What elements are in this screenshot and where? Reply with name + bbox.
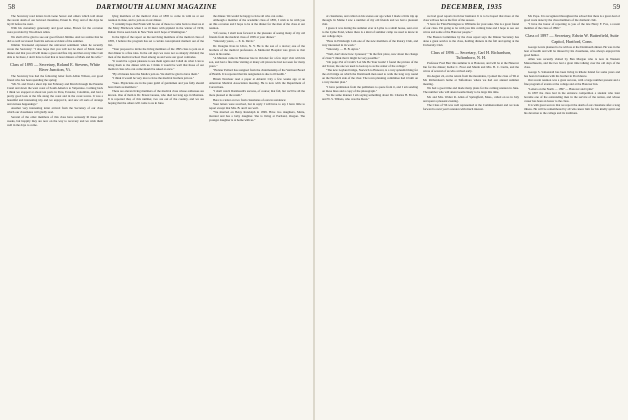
paragraph: "Sure. Physicians are in the pure guild of gentlemen and you fully should have them as members."	[108, 80, 204, 89]
paragraph: It is with great sorrow that we report the death of our classmate after a long illness. He will be remembered by all who knew him for his kindly spirit and his devotion to the college and its traditions.	[524, 103, 620, 116]
paragraph: Jimmie Townsend expressed the universal sentiment when he recently wrote the Secretary: "I also hope that you will not be short of Mark Jones' dinner and that you all will make a great and fine trip and that every time I am able to be there, I don't have to feel that at least dinners of Mark and his wife."	[7, 43, 103, 60]
paragraph: "On page 254 of Cram's 'Let Me Be Your Guide' I found the picture of the old Tower, the one we used to look up to as the center of the college."	[322, 59, 418, 68]
paragraph: "We married on Betsy Randolph in 1899. Have two daughters, Marie, married and has a baby daughter. She is living at Portland, Oregon. The younger daughter is at home with us."	[209, 110, 305, 123]
paragraph: George Lewis planned to be with us at the Dartmouth dinner. He was in the best of health and will be missed by his classmates, who always enjoyed his good humor.	[524, 45, 620, 58]
paragraph: There are eleven living members of the medical class whose addresses are known. One of them is Dr. Ernest Greene, who died not long ago in Montana. It is reported that, of this number, two are out of the country, and we are hoping that the others will come to us in June.	[108, 89, 204, 106]
page-number: 58	[8, 3, 15, 11]
class-section-heading: Class of 1896 — Secretary, Carl H. Richardson, Tuftonboro, N. H.	[430, 49, 512, 61]
column-2	[108, 15, 204, 418]
paragraph: "Letters on the North — 1897 — Hanover and Lyme"	[528, 86, 594, 91]
column-2	[423, 15, 519, 418]
right-page-header	[323, 3, 620, 12]
running-head: DARTMOUTH ALUMNI MAGAZINE	[96, 3, 217, 11]
paragraph: "Of course, I shall look forward to the pleasure of seeing many of my old friends from the medical class of 1895 at your dinner."	[209, 30, 305, 39]
paragraph: "It would be a great pleasure to see them again and I shall do what I can to bring them to the dinner with us. I think it would be well that those of our medical class who can come should be asked at once."	[108, 59, 204, 72]
paragraph: "In the same manner I am saying something about Dr. Charles H. Brown, and W. S. Tibbets, who was the Dean."	[322, 93, 418, 102]
paragraph: "I have for Finn Herrington to Williams for your sake. She is a great friend of our class. I'm going to be with you this coming June and I hope to see our wives and some of the Hanover people."	[423, 22, 519, 35]
paragraph: Although a member of the academic class of 1895, I wish to be with you on this occasion and I hope to be at the dinner for the men of the class at our reunion.	[209, 18, 305, 31]
paragraph: "By all means have the Medics join us. We shall be glad to have them."	[112, 71, 199, 76]
paragraph: "Sincerely, — H. B. Ayres."	[326, 47, 360, 52]
paragraph: The Class of '96 was well represented at the Commencement and we look forward to next year's reunion with much interest.	[423, 102, 519, 111]
paragraph: "I have the honor of reporting to you of the late Harry F. Fox, a recent member of the class of 1896."	[524, 22, 620, 31]
paragraph: "I certainly hope that Frank will be one of those to come back to meet us at the Mary Hitchcock when I as ill there with pipheid in the winter of 1939, Ruben I have seen back in New York and I hope at Washington."	[108, 22, 204, 35]
paragraph: The Boston Committee by the class report says the Dinner Secretary has done a great service to the class, holding dinners in the fall and spring at the University Club.	[423, 34, 519, 47]
paragraph: The Secretary has had the following letter from Abbie Wilson, our good friend who has been spending the spring:	[7, 73, 103, 82]
column-3	[209, 15, 305, 418]
column-1	[322, 15, 418, 418]
column-1	[7, 15, 103, 418]
paragraph: On August 24, on the return from the mountains, I joined the class of '96 at Mr. Richardson's home at Tuftonboro where we had our annual summer meeting.	[423, 73, 519, 86]
paragraph: Several of the older members of this class have seriously ill these past weeks, but happily they are now on the way to recovery and we wish them well in the days to come.	[7, 114, 103, 127]
paragraph: In the light of the report on the surviving members of the medical class of 1895, I believe the program has set a certain conceptional memoir out of the list.	[108, 34, 204, 47]
paragraph: We shall all be glad to see our good friend Jimmie. And we realize that he did so well recovered from his serious accident of the summer.	[7, 34, 103, 43]
paragraph: In 1897 the class had in the entrance competition a student who later became one of the outstanding men in the service of the nation, and whose career has been an honor to the class.	[524, 91, 620, 104]
paragraph: George S. Saltonstall has been living in Rhode Island for some years and has been in business with his brother in Providence.	[524, 69, 620, 78]
paragraph: "Here in Pittsburgh I am one of the new members of the Rotary Club, and very interested in its work."	[322, 38, 418, 47]
paragraph: Your letters were received, but in reply I will have to say I have little to report except that Mrs. B. and I are well.	[209, 102, 305, 110]
paragraph: The Secretary read letters from Gene Sewer and others which told about the recent death of our beloved classmate, Ernest K. Pray, and of the days he lay ill before he went.	[7, 15, 103, 26]
paragraph: Mr. Pope. It is recognized throughout the school that there is a great deal of good work done by the class members of the dramatic club.	[524, 15, 620, 22]
running-head: DECEMBER, 1935	[441, 3, 502, 11]
paragraph: I guess it was during the summer ever at Lyme to a small house, sent over to the Lyme Pond, where there is a kind of summer camp we used to know in our college days.	[322, 26, 418, 39]
paragraph: fying members of the medical class of 1895 to come in with us at our reunion in June, and to join us at our dinner.	[108, 15, 204, 22]
paragraph: "Holster Pollard has resigned from the chairmanship of the Vermont Board of Health. It is reported that his resignation is due to ill health."	[209, 68, 305, 77]
left-page	[0, 0, 313, 420]
paragraph: we had good reports from her husband. It is to be hoped that more of the class will see her as the first of the season.	[423, 15, 519, 22]
paragraph: With his customary generosity and good sense, Brown for the occasion were provided by Woodlawn Allen.	[7, 26, 103, 35]
page-number: 59	[613, 3, 620, 11]
right-page	[315, 0, 628, 420]
class-section-heading: Class of 1897 — Secretary, Edwin W. Butterfield, Suite Capitol, Hartford, Conn.	[525, 33, 619, 44]
paragraph: "The new Leyland bridge, Norwich to Hanover, is a very splendid thing for the old bridge on which the Dartmouth men used to walk the long way round on the Norwich side of the river. The town planning committee had it built on a very modest plan."	[322, 68, 418, 85]
paragraph: "I have permission from the publishers to quote from it, and I am sending on these lines and a copy of the photograph."	[322, 84, 418, 93]
paragraph: Our recent reunion was a great success, with a large number present and a fine program of events at the college and at the Hanover Inn.	[524, 78, 620, 87]
paragraph: Another very interesting letter arrived from the Secretary of our class which our classmates will gladly read.	[7, 106, 103, 115]
left-page-header	[8, 3, 305, 12]
paragraph: "Sincerely yours, — E. K. Davis."	[213, 39, 255, 44]
paragraph: "Well, don't show how I pressed," "In the first place, now about the change of class? I think that it might be very possible."	[322, 51, 418, 60]
paragraph: of classmates, and called on his scenes our ago when I made a little trip up through. In Maine I saw a number of my old friends and we had a pleasant visit.	[322, 15, 418, 26]
paragraph: Mr. and Mrs. Walter R. Allen of Springfield, Mass., called on us in July and spent a pleasant evening.	[423, 94, 519, 103]
paragraph: Dr. Douglas lives in Utica, N. Y. He is the son of a doctor; one of the brothers of the medical profession. A Memorial Hospital was given to that town in his name.	[209, 43, 305, 56]
paragraph: "I shall watch Dartmouth's success, of course; that fall, but we'll be all the more pleased at the result."	[209, 89, 305, 98]
paragraph: "Your proposal to invite the living members of the 1895 class to join us at that dinner is a fine idea. In the old days we were not so sharply divided; the men of the medical school lived among us and were our good comrades.	[108, 47, 204, 60]
paragraph: Allen was recently visited by Ben Morgan who is now in Western Massachusetts, and the two had a great time talking over the old days of the class.	[524, 57, 620, 70]
paragraph: "I think it would be very nice to have the medical brothers join us."	[112, 76, 195, 81]
paragraph: Here is a letter on two from classmates of ours in residence:	[213, 97, 287, 102]
paragraph: "A Marsten came in Hanover late in October for a few days' visit with his son, and had a fine time visiting at many old places he had not seen for many years."	[209, 56, 305, 68]
class-section-heading: Class of 1895 — Secretary, Roland E. Stevens, White River Junction, Vt.	[9, 61, 100, 73]
paragraph: Professor Fred Barr this summer is at Hanover, and will be at the Hanover Inn for the dinner; Kellar C. Frost and Marsh and Mrs. B. C. Curtis, and the wives of several of us who arrived early.	[423, 61, 519, 74]
paragraph: We had a good time and made many plans for the coming reunion in June. The number who will attend seems likely to be large this time.	[423, 86, 519, 95]
paragraph: "Mr. W. and I had a short trip last February and March through the Panama Canal and down the west coast of South America to Valparaiso. Coming back I think we stopped at about ten ports in Peru, Ecuador, Colombia, and had a pretty good look at the life along the coast and in the coast towns. It was a beautiful and interesting trip and we enjoyed it, and saw all sorts of strange and curious happenings."	[7, 82, 103, 106]
column-3	[524, 15, 620, 418]
paragraph: Hiram Newbear read a paper at Atlantic City a few weeks ago at an American Medical Association meeting. He is now with the Department of Corrections.	[209, 76, 305, 89]
paragraph: the dinner. We would be happy to have all who can come.	[213, 15, 284, 18]
